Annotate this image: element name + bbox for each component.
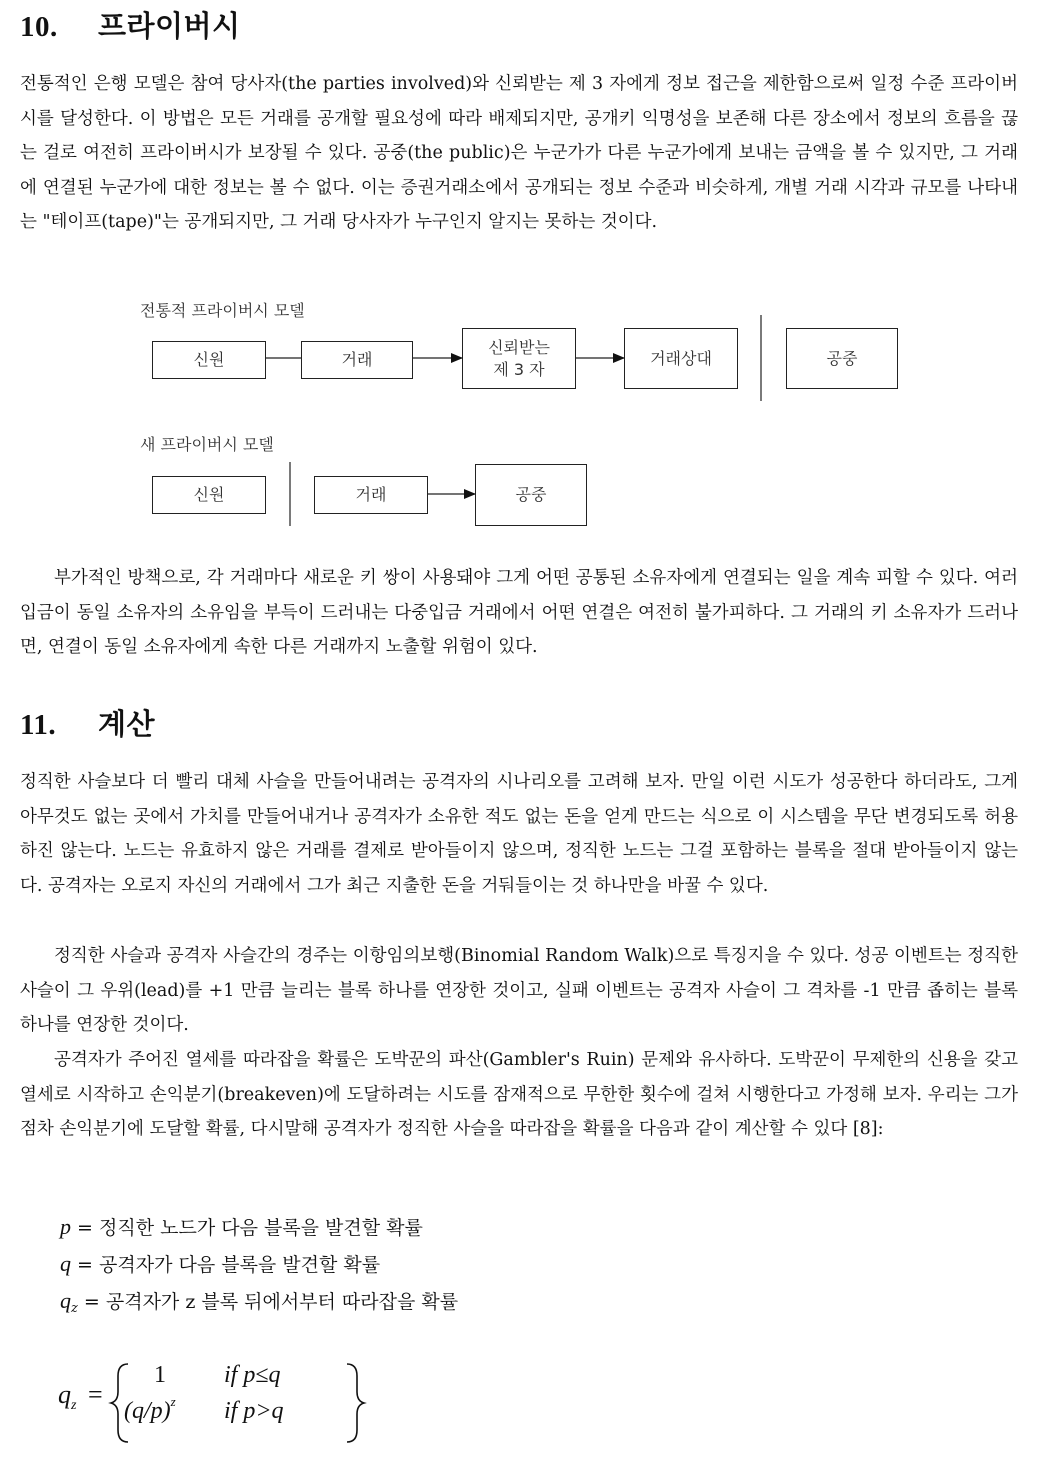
new-transactions-box: 거래	[314, 476, 428, 514]
formula-equals: =	[88, 1380, 103, 1409]
formula-case1-value: 1	[154, 1362, 166, 1388]
section-11-heading	[20, 706, 155, 743]
formula-case2-value: $(q/p)^z$	[124, 1394, 176, 1424]
calculations-paragraph-3: 공격자가 주어진 열세를 따라잡을 확률은 도박꾼의 파산(Gambler's Ruin) 문제와 유사하다. 도박꾼이 무제한의 신용을 갖고 열세로 시작하고 손익분기(breakeven)에 도달하려는 시도를 잠재적으로 무한한 횟수에 걸쳐 시행한다고 가정해 보자. 우리는 그가 점차 손익분기에 도달할 확률, 다시말해 공격자가 정직한 사슬을 따라잡을 확률을 다음과 같이 계산할 수 있다 [8]:	[20, 1050, 1018, 1139]
definition-qz: $q_z$ = 공격자가 z 블록 뒤에서부터 따라잡을 확률	[60, 1288, 459, 1316]
traditional-transactions-box: 거래	[301, 341, 413, 379]
traditional-public-box: 공중	[786, 328, 898, 389]
section-title: 프라이버시	[98, 9, 241, 43]
section-number: 11.	[20, 709, 57, 741]
section-number: 10.	[20, 11, 58, 43]
traditional-identity-box: 신원	[152, 341, 266, 379]
calculations-paragraph-2: 정직한 사슬과 공격자 사슬간의 경주는 이항임의보행(Binomial Random Walk)으로 특징지을 수 있다. 성공 이벤트는 정직한 사슬이 그 우위(lead)를 +1 만큼 늘리는 블록 하나를 연장한 것이고, 실패 이벤트는 공격자 사슬이 그 격차를 -1 만큼 좁히는 블록 하나를 연장한 것이다.	[20, 946, 1018, 1035]
formula-case2-condition: if p>q	[224, 1398, 284, 1424]
catch-up-probability-formula	[58, 1358, 358, 1448]
counterparty-box: 거래상대	[624, 328, 738, 389]
traditional-model-label: 전통적 프라이버시 모델	[140, 301, 305, 320]
new-model-label: 새 프라이버시 모델	[140, 435, 274, 454]
formula-case1-condition: if p≤q	[224, 1362, 281, 1388]
privacy-paragraph-1: 전통적인 은행 모델은 참여 당사자(the parties involved)와 신뢰받는 제 3 자에게 정보 접근을 제한함으로써 일정 수준 프라이버시를 달성한다. 이 방법은 모든 거래를 공개할 필요성에 따라 배제되지만, 공개키 익명성을 보존해 다른 장소에서 정보의 흐름을 끊는 걸로 여전히 프라이버시가 보장될 수 있다. 공중(the public)은 누군가가 다른 누군가에게 보내는 금액을 볼 수 있지만, 그 거래에 연결된 누군가에 대한 정보는 볼 수 없다. 이는 증권거래소에서 공개되는 정보 수준과 비슷하게, 개별 거래 시각과 규모를 나타내는 "테이프(tape)"는 공개되지만, 그 거래 당사자가 누구인지 알지는 못하는 것이다.	[20, 74, 1018, 232]
new-public-box: 공중	[475, 464, 587, 526]
section-title: 계산	[98, 707, 156, 741]
definition-q: q = 공격자가 다음 블록을 발견할 확률	[60, 1251, 381, 1276]
trusted-third-party-box: 신뢰받는 제 3 자	[462, 328, 576, 389]
definition-p: p = 정직한 노드가 다음 블록을 발견할 확률	[60, 1214, 423, 1239]
new-identity-box: 신원	[152, 476, 266, 514]
calculations-paragraph-1: 정직한 사슬보다 더 빨리 대체 사슬을 만들어내려는 공격자의 시나리오를 고려해 보자. 만일 이런 시도가 성공한다 하더라도, 그게 아무것도 없는 곳에서 가치를 만들어내거나 공격자가 소유한 적도 없는 돈을 얻게 만드는 식으로 이 시스템을 무단 변경되도록 허용하진 않는다. 노드는 유효하지 않은 거래를 결제로 받아들이지 않으며, 정직한 노드는 그걸 포함하는 블록을 절대 받아들이지 않는다. 공격자는 오로지 자신의 거래에서 그가 최근 지출한 돈을 거둬들이는 것 하나만을 바꿀 수 있다.	[20, 772, 1018, 896]
formula-lhs: $q_z$	[58, 1380, 77, 1413]
privacy-paragraph-2: 부가적인 방책으로, 각 거래마다 새로운 키 쌍이 사용돼야 그게 어떤 공통된 소유자에게 연결되는 일을 계속 피할 수 있다. 여러 입금이 동일 소유자의 소유임을 부득이 드러내는 다중입금 거래에서 어떤 연결은 여전히 불가피하다. 그 거래의 키 소유자가 드러나면, 연결이 동일 소유자에게 속한 다른 거래까지 노출할 위험이 있다.	[20, 568, 1018, 657]
